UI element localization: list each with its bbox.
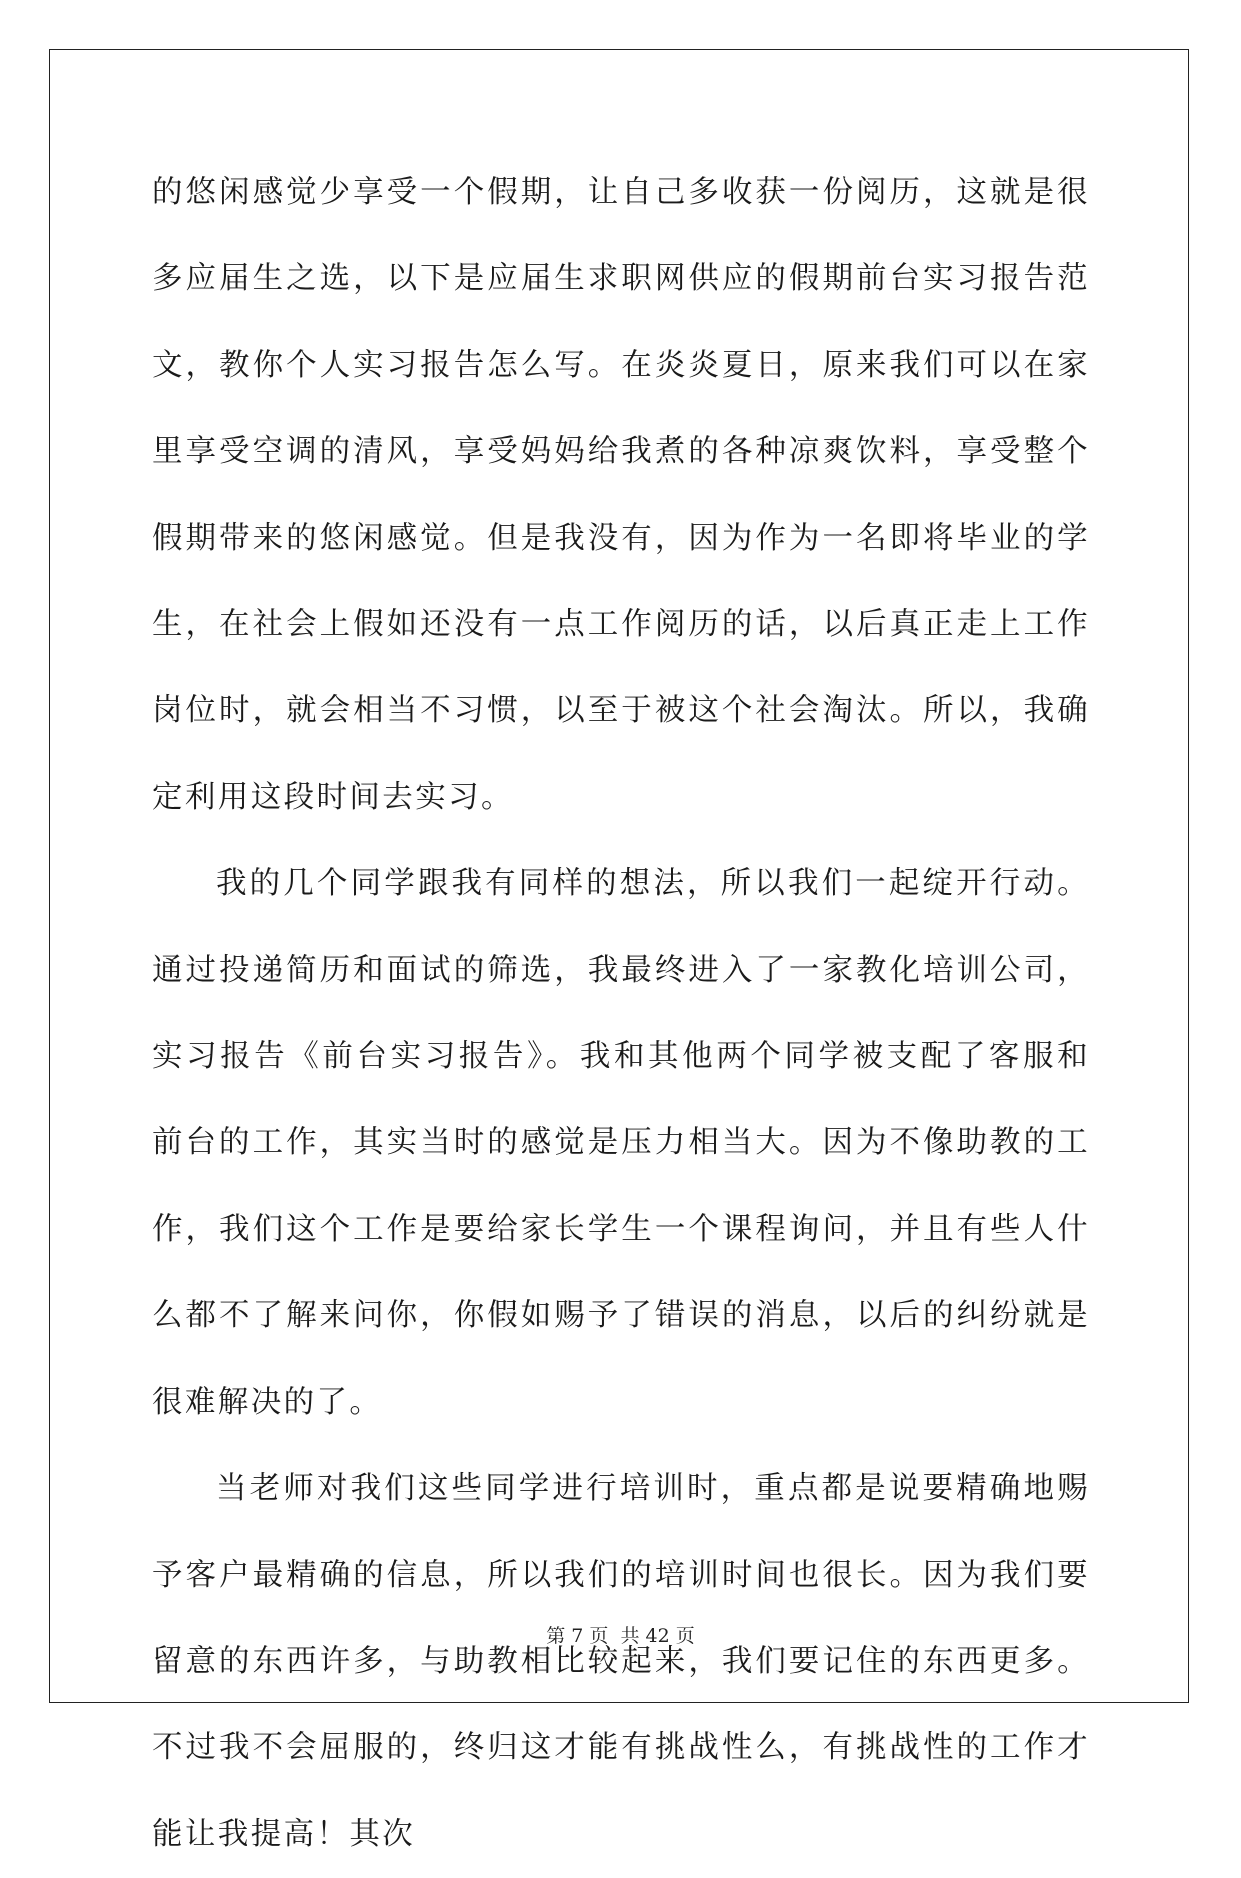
paragraph-1: 的悠闲感觉少享受一个假期，让自己多收获一份阅历，这就是很多应届生之选，以下是应届生求职网供应的假期前台实习报告范文，教你个人实习报告怎么写。在炎炎夏日，原来我们可以在家里享受空调的清风，享受妈妈给我煮的各种凉爽饮料，享受整个假期带来的悠闲感觉。但是我没有，因为作为一名即将毕业的学生，在社会上假如还没有一点工作阅历的话，以后真正走上工作岗位时，就会相当不习惯，以至于被这个社会淘汰。所以，我确定利用这段时间去实习。 bbox=[152, 175, 1090, 815]
paragraph-3: 当老师对我们这些同学进行培训时，重点都是说要精确地赐予客户最精确的信息，所以我们的培训时间也很长。因为我们要留意的东西许多，与助教相比较起来，我们要记住的东西更多。不过我不会屈服的，终归这才能有挑战性么，有挑战性的工作才能让我提高！其次 bbox=[152, 1471, 1090, 1852]
paragraph-2: 我的几个同学跟我有同样的想法，所以我们一起绽开行动。通过投递简历和面试的筛选，我最终进入了一家教化培训公司，实习报告《前台实习报告》。我和其他两个同学被支配了客服和前台的工作，其实当时的感觉是压力相当大。因为不像助教的工作，我们这个工作是要给家长学生一个课程询问，并且有些人什么都不了解来问你，你假如赐予了错误的消息，以后的纠纷就是很难解决的了。 bbox=[152, 866, 1090, 1420]
footer-separator bbox=[608, 1625, 620, 1647]
total-pages: 共 42 页 bbox=[620, 1625, 695, 1647]
page-footer bbox=[0, 1621, 1241, 1648]
document-body bbox=[152, 150, 1090, 1878]
page-number: 第 7 页 bbox=[546, 1625, 609, 1647]
